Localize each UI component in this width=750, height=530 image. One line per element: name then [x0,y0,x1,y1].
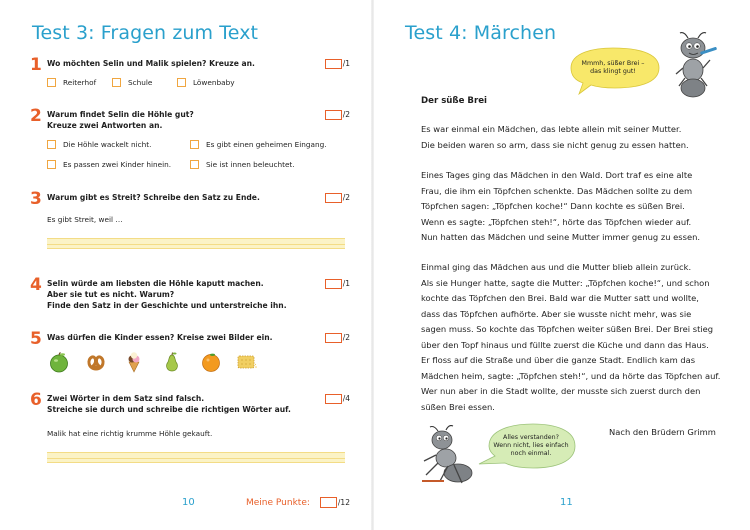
score-input[interactable] [325,193,342,203]
question-text: Wo möchten Selin und Malik spielen? Kreuze an. [47,59,255,68]
ice-cream-icon[interactable] [123,351,145,373]
points-input[interactable] [320,497,337,508]
score-input[interactable] [325,110,342,120]
story-paragraph-3: Einmal ging das Mädchen aus und die Mutter blieb allein zurück. Als sie Hunger hatte, sagte die Mutter: „Töpfchen koche!“, und schon kochte das Töpfchen den Brei. Bald war die Mutter satt und wollte, dass das Töpfchen aufhörte. Aber sie wusste nicht mehr, was sie sagen muss. So kochte das Töpfchen weiter süßen Brei. Der Brei stieg über den Topf hinaus und füllte zuerst die Küche und dann das Haus. Er floss auf die Straße und über die ganze Stadt. Endlich kam das Mädchen heim, sagte: „Töpfchen steh!“, und da hörte das Töpfchen auf. Wer nun aber in die Stadt wollte, der musste sich zuerst durch den süßen Brei essen. [421,262,721,412]
score-field: /1 [325,278,350,289]
score-input[interactable] [325,279,342,289]
score-input[interactable] [325,59,342,69]
score-input[interactable] [325,333,342,343]
pear-icon[interactable] [161,351,183,373]
question-number: 6 [30,390,42,410]
score-field: /4 [325,393,350,404]
page-gutter [371,0,374,530]
writing-line[interactable] [47,238,345,249]
writing-line[interactable] [47,452,345,463]
question-number: 1 [30,55,42,75]
score-field: /1 [325,58,350,69]
question-6 [30,390,350,419]
sentence-to-correct: Malik hat eine richtig krumme Höhle gekauft. [47,429,213,438]
question-number: 5 [30,329,42,349]
question-text: Selin würde am liebsten die Höhle kaputt machen. Aber sie tut es nicht. Warum? Finde den Satz in der Geschichte und unterstreiche ihn. [47,279,287,310]
question-4 [30,275,350,314]
page-number: 11 [560,497,573,508]
option-geheimer-eingang[interactable]: Es gibt einen geheimen Eingang. [190,140,327,149]
apple-icon[interactable] [48,351,70,373]
option-schule[interactable]: Schule [112,78,152,87]
checkbox[interactable] [190,160,199,169]
orange-icon[interactable] [200,351,222,373]
biscuit-icon[interactable] [236,351,258,373]
story-title: Der süße Brei [421,96,487,106]
option-zwei-kinder[interactable]: Es passen zwei Kinder hinein. [47,160,171,169]
question-text: Warum findet Selin die Höhle gut? Kreuze zwei Antworten an. [47,110,194,130]
checkbox[interactable] [177,78,186,87]
page-number: 10 [182,497,195,508]
option-hoehle-wackelt[interactable]: Die Höhle wackelt nicht. [47,140,151,149]
option-loewenbaby[interactable]: Löwenbaby [177,78,235,87]
score-field: /2 [325,332,350,343]
question-text: Was dürfen die Kinder essen? Kreise zwei Bilder ein. [47,333,273,342]
speech-bubble-bottom: Alles verstanden? Wenn nicht, lies einfach noch einmal. [493,434,569,457]
option-beleuchtet[interactable]: Sie ist innen beleuchtet. [190,160,295,169]
speech-bubble-top: Mmmh, süßer Brei – das klingt gut! [581,60,645,75]
score-field: /2 [325,192,350,203]
question-number: 4 [30,275,42,295]
total-points: Meine Punkte: /12 [246,497,350,508]
ant-character-icon [670,30,720,100]
score-input[interactable] [325,394,342,404]
question-3 [30,189,350,212]
pretzel-icon[interactable] [85,351,107,373]
story-paragraph-2: Eines Tages ging das Mädchen in den Wald. Dort traf es eine alte Frau, die ihm ein Töpfchen schenkte. Das Mädchen sollte zu dem Töpfchen sagen: „Töpfchen koche!“ Dann kochte es süßen Brei. Wenn es sagte: „Töpfchen steh!“, hörte das Töpfchen wieder auf. Nun hatten das Mädchen und seine Mutter immer genug zu essen. [421,170,701,242]
checkbox[interactable] [47,160,56,169]
question-5 [30,329,350,349]
test-4-title: Test 4: Märchen [405,22,557,44]
story-paragraph-1: Es war einmal ein Mädchen, das lebte allein mit seiner Mutter. Die beiden waren so arm, dass sie nicht genug zu essen hatten. [421,124,689,150]
right-page [375,0,750,530]
checkbox[interactable] [112,78,121,87]
story-credit: Nach den Brüdern Grimm [609,427,716,437]
left-page [0,0,370,530]
ant-reading-icon [418,425,480,487]
checkbox[interactable] [47,78,56,87]
checkbox[interactable] [47,140,56,149]
question-number: 3 [30,189,42,209]
points-label: Meine Punkte: [246,497,310,508]
question-number: 2 [30,106,42,126]
score-field: /2 [325,109,350,120]
sentence-start: Es gibt Streit, weil … [47,215,123,224]
test-3-title: Test 3: Fragen zum Text [32,22,259,44]
question-text: Zwei Wörter in dem Satz sind falsch. Streiche sie durch und schreibe die richtigen Wörter auf. [47,394,291,414]
question-text: Warum gibt es Streit? Schreibe den Satz zu Ende. [47,193,260,202]
option-reiterhof[interactable]: Reiterhof [47,78,96,87]
question-2 [30,106,350,139]
checkbox[interactable] [190,140,199,149]
